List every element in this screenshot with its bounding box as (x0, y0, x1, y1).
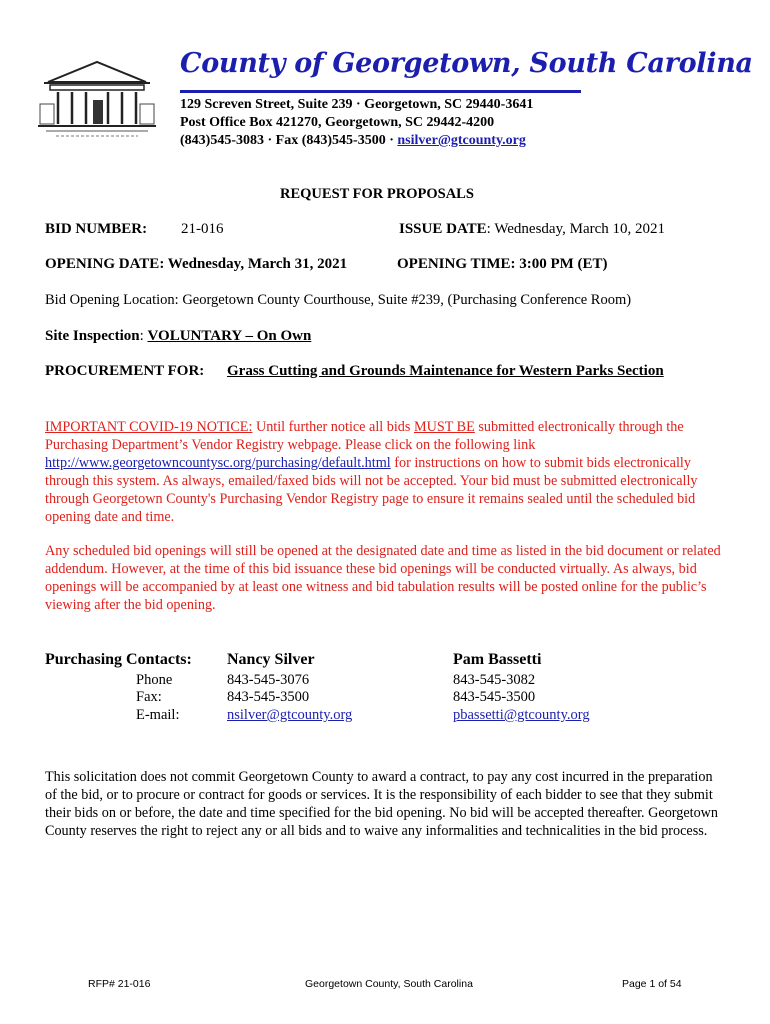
covid-text-2: submitted electronically through the Purchasing Department’s Vendor Registry webpage. Please click on the following link (45, 419, 684, 453)
silver-phone: 843-545-3076 (227, 672, 310, 688)
site-inspection-label: Site Inspection (45, 328, 140, 344)
bid-number-label: BID NUMBER: (45, 221, 148, 237)
phone-label: Phone (136, 672, 173, 688)
bassetti-phone: 843-545-3082 (453, 672, 536, 688)
covid-text-1: Until further notice all bids (252, 419, 414, 435)
covid-text-3: for instructions on how to submit bids electronically through this system. As always, emailed/faxed bids will not be accepted. Your bid must be submitted electronically through Georgetown County's Purchasing Vendor Registry page to ensure it remains sealed until the scheduled bid opening date and time. (45, 455, 698, 525)
header-rule (180, 90, 581, 93)
bassetti-email-link[interactable]: pbassetti@gtcounty.org (453, 707, 590, 723)
county-title: County of Georgetown, South Carolina (180, 48, 753, 79)
covid-heading: IMPORTANT COVID-19 NOTICE: (45, 419, 253, 435)
procurement-label: PROCUREMENT FOR: (45, 363, 205, 379)
bid-opening-notice: Any scheduled bid openings will still be opened at the designated date and time as listed in the bid document or related addendum. However, at the time of this bid issuance these bid openings will be conducted virtually. As always, bid openings will be accompanied by at least one witness and bid tabulation results will be posted online for the public’s viewing after the bid opening. (45, 543, 721, 613)
courthouse-logo (36, 52, 158, 142)
opening-time: OPENING TIME: 3:00 PM (ET) (397, 256, 608, 272)
address-line-1: 129 Screven Street, Suite 239 · Georgetown, SC 29440-3641 (180, 97, 534, 112)
contact-name-bassetti: Pam Bassetti (453, 651, 542, 668)
header-email-link[interactable]: nsilver@gtcounty.org (397, 133, 526, 148)
issue-date-value: : Wednesday, March 10, 2021 (486, 221, 666, 237)
purchasing-link[interactable]: http://www.georgetowncountysc.org/purchasing/default.html (45, 455, 391, 471)
phone-fax: (843)545-3083 · Fax (843)545-3500 · (180, 133, 398, 148)
contact-line (180, 133, 526, 149)
bassetti-fax: 843-545-3500 (453, 689, 536, 705)
silver-fax: 843-545-3500 (227, 689, 310, 705)
address-line-2: Post Office Box 421270, Georgetown, SC 29442-4200 (180, 115, 495, 130)
silver-email-link[interactable]: nsilver@gtcounty.org (227, 707, 353, 723)
covid-must-be: MUST BE (413, 419, 475, 435)
contacts-heading: Purchasing Contacts: (45, 651, 192, 668)
footer-rfp-number: RFP# 21-016 (88, 978, 151, 990)
procurement-value: Grass Cutting and Grounds Maintenance for Western Parks Section (227, 363, 664, 379)
issue-date-label: ISSUE DATE (399, 221, 487, 237)
opening-date: OPENING DATE: Wednesday, March 31, 2021 (45, 256, 348, 272)
site-inspection-colon: : (139, 328, 148, 344)
covid-notice (45, 418, 725, 526)
bid-opening-location: Bid Opening Location: Georgetown County Courthouse, Suite #239, (Purchasing Conference Room) (45, 292, 632, 308)
bid-number-value: 21-016 (181, 221, 224, 237)
footer-page-number: Page 1 of 54 (622, 978, 682, 990)
document-title: REQUEST FOR PROPOSALS (280, 186, 474, 202)
footer-county: Georgetown County, South Carolina (305, 978, 473, 990)
issue-date (399, 221, 665, 238)
site-inspection (45, 328, 311, 345)
disclaimer-paragraph: This solicitation does not commit Georgetown County to award a contract, to pay any cost incurred in the preparation of the bid, or to procure or contract for goods or services. It is the responsibility of each bidder to see that they submit their bids on or before, the date and time specified for the bid opening. No bid will be accepted thereafter. Georgetown County reserves the right to reject any or all bids and to waive any informalities and technicalities in the bid process. (45, 769, 719, 839)
site-inspection-value: VOLUNTARY – On Own (147, 328, 312, 344)
contact-name-silver: Nancy Silver (227, 651, 315, 668)
email-label: E-mail: (136, 707, 180, 723)
fax-label: Fax: (136, 689, 162, 705)
